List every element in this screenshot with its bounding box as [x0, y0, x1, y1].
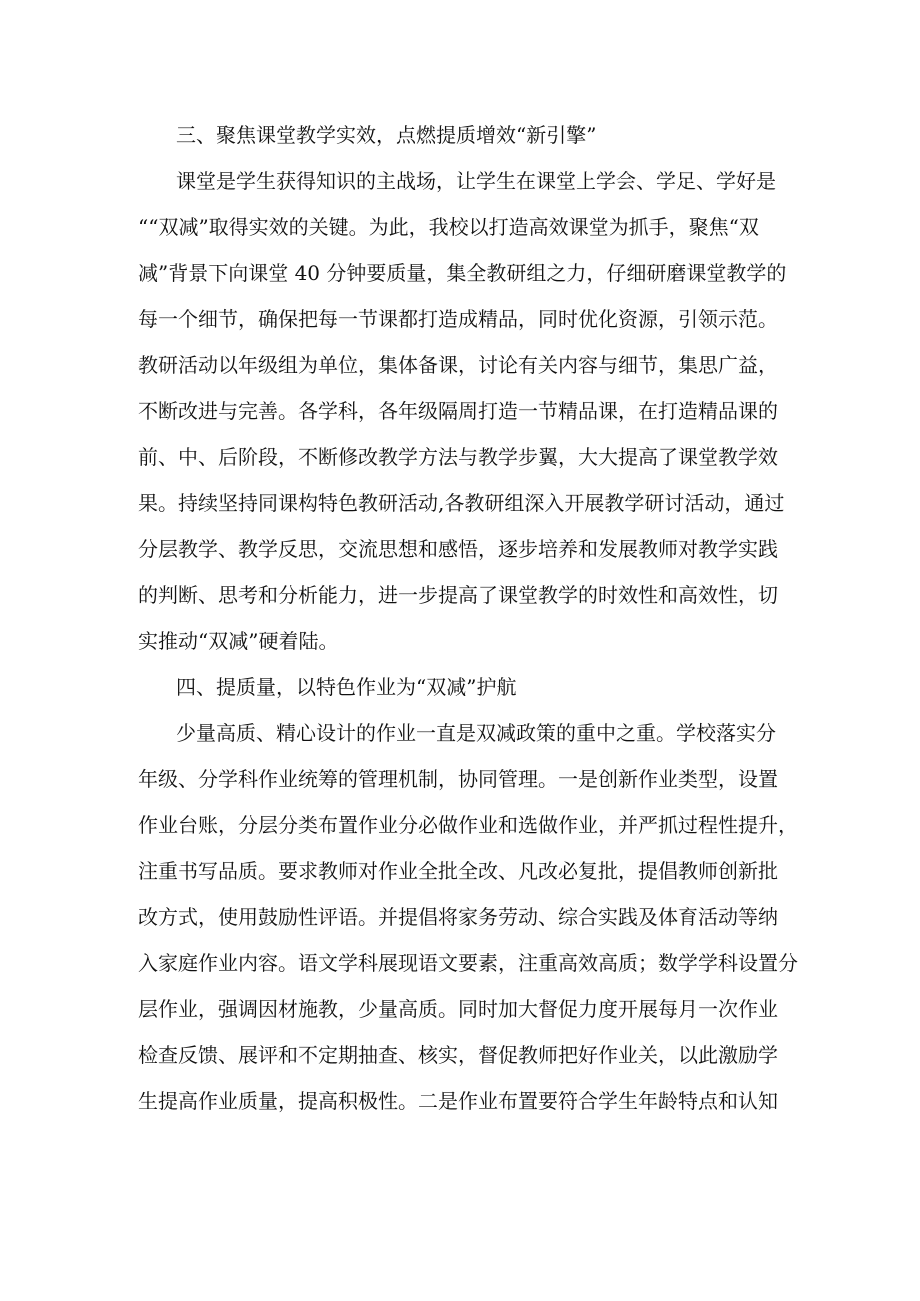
section-4-line-9: 生提高作业质量，提高积极性。二是作业布置要符合学生年龄特点和认知 — [138, 1089, 778, 1113]
section-4-line-8: 检查反馈、展评和不定期抽查、核实，督促教师把好作业关，以此激励学 — [138, 1043, 778, 1067]
section-3-line-4: 每一个细节，确保把每一节课都打造成精品，同时优化资源，引领示范。 — [138, 307, 778, 331]
section-3-line-3: 减”背景下向课堂 40 分钟要质量，集全教研组之力，仔细研磨课堂教学的 — [138, 261, 787, 285]
section-4-line-3: 作业台账，分层分类布置作业分必做作业和选做作业，并严抓过程性提升， — [138, 813, 798, 837]
section-4-line-7: 层作业，强调因材施教，少量高质。同时加大督促力度开展每月一次作业 — [138, 997, 778, 1021]
section-4-line-2: 年级、分学科作业统筹的管理机制，协同管理。一是创新作业类型，设置 — [138, 767, 778, 791]
section-4-heading: 四、提质量，以特色作业为“双减”护航 — [176, 675, 517, 699]
document-body — [138, 112, 798, 1124]
section-3-line-11: 实推动“双减”硬着陆。 — [138, 629, 339, 653]
section-3-line-8: 果。持续坚持同课构特色教研活动,各教研组深入开展教学研讨活动，通过 — [138, 491, 785, 515]
section-4-line-5: 改方式，使用鼓励性评语。并提倡将家务劳动、综合实践及体育活动等纳 — [138, 905, 778, 929]
section-3-line-1: 课堂是学生获得知识的主战场，让学生在课堂上学会、学足、学好是 — [176, 169, 776, 193]
section-4-line-6: 入家庭作业内容。语文学科展现语文要素，注重高效高质；数学学科设置分 — [138, 951, 798, 975]
section-3-line-2: ““双减”取得实效的关键。为此，我校以打造高效课堂为抓手，聚焦“双 — [138, 215, 759, 239]
section-4-line-4: 注重书写品质。要求教师对作业全批全改、凡改必复批，提倡教师创新批 — [138, 859, 778, 883]
section-3-line-10: 的判断、思考和分析能力，进一步提高了课堂教学的时效性和高效性，切 — [138, 583, 778, 607]
section-3-line-7: 前、中、后阶段，不断修改教学方法与教学步翼，大大提高了课堂教学效 — [138, 445, 778, 469]
section-3-line-5: 教研活动以年级组为单位，集体备课，讨论有关内容与细节，集思广益， — [138, 353, 778, 377]
section-3-line-6: 不断改进与完善。各学科，各年级隔周打造一节精品课，在打造精品课的 — [138, 399, 778, 423]
section-3-line-9: 分层教学、教学反思，交流思想和感悟，逐步培养和发展教师对教学实践 — [138, 537, 778, 561]
section-4-line-1: 少量高质、精心设计的作业一直是双减政策的重中之重。学校落实分 — [176, 721, 776, 745]
section-3-heading: 三、聚焦课堂教学实效，点燃提质增效“新引擎” — [176, 123, 597, 147]
